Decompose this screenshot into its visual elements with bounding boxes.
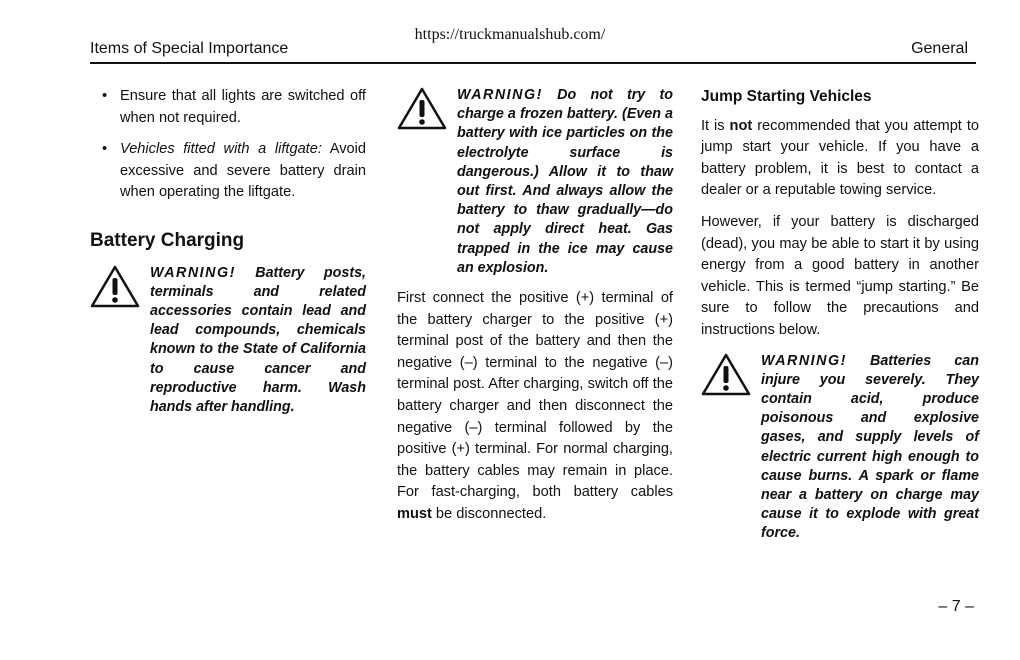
header-rule [90,62,976,64]
column-middle [397,86,673,536]
bullet-list [90,86,366,204]
warning-text [150,264,366,418]
section-title: Items of Special Importance [90,40,289,57]
warning-triangle-icon [90,264,140,316]
column-left [90,86,366,417]
warning-text [457,86,673,278]
bullet-text: Ensure that all lights are switched off when not required. [120,88,366,126]
warning-label: WARNING! [150,264,236,281]
paragraph-text: be disconnected. [431,505,547,522]
bullet-lead-italic: Vehicles fitted with a liftgate: [120,141,322,158]
warning-text [761,352,979,544]
paragraph-text: It is [701,117,730,134]
bullet-icon: • [102,88,108,104]
paragraph-text: recommended that you attempt to jump start your vehicle. If you have a battery problem, it is best to contact a dealer or a reputable towing service. [701,117,979,199]
list-item [90,86,366,129]
list-item [90,139,366,204]
warning-triangle-icon [397,86,447,138]
paragraph: However, if your battery is discharged (dead), you may be able to start it by using energy from a good battery in another vehicle. This is termed “jump starting.” Be sure to follow the precautions and instructions below. [701,213,979,338]
warning-label: WARNING! [457,87,543,103]
battery-charging-heading: Battery Charging [90,229,245,251]
page-number: – 7 – [938,598,974,615]
jump-starting-heading: Jump Starting Vehicles [701,88,872,105]
source-url: https://truckmanualshub.com/ [414,26,606,43]
charging-instructions [397,288,673,526]
column-right [701,86,979,544]
warning-body: Battery posts, terminals and related accessories contain lead and lead compounds, chemicals known to the State of California to cause cancer and reproductive harm. Wash hands after handling. [150,264,366,415]
warning-triangle-icon [701,352,751,404]
warning-block [90,264,366,418]
warning-body: Do not try to charge a frozen battery. (Even a battery with ice particles on the electrolyte surface is dangerous.) Allow it to thaw out first. And always allow the battery to thaw gradually—do not apply direct heat. Gas trapped in the ice may cause an explosion. [457,87,673,276]
paragraph [701,116,979,202]
paragraph-text: First connect the positive (+) terminal of the battery charger to the positive (+) terminal post of the battery and then the negative (–) terminal to the negative (–) terminal post. After charging, switch off the battery charger and then disconnect the negative (–) terminal followed by the positive (+) terminal. For normal charging, the battery cables may remain in place. For fast-charging, both battery cables [397,290,673,501]
chapter-title: General [911,40,968,57]
bullet-text: Avoid excessive and severe battery drain when operating the liftgate. [120,141,366,201]
bullet-icon: • [102,141,108,158]
warning-body: Batteries can injure you severely. They contain acid, produce poisonous and explosive gases, and supply levels of electric current high enough to cause burns. A spark or flame near a battery on charge may cause it to explode with great force. [761,352,979,542]
warning-block [701,352,979,544]
warning-block [397,86,673,278]
emphasis-not: not [729,117,753,134]
emphasis-must: must [397,505,432,522]
warning-label: WARNING! [761,352,847,369]
